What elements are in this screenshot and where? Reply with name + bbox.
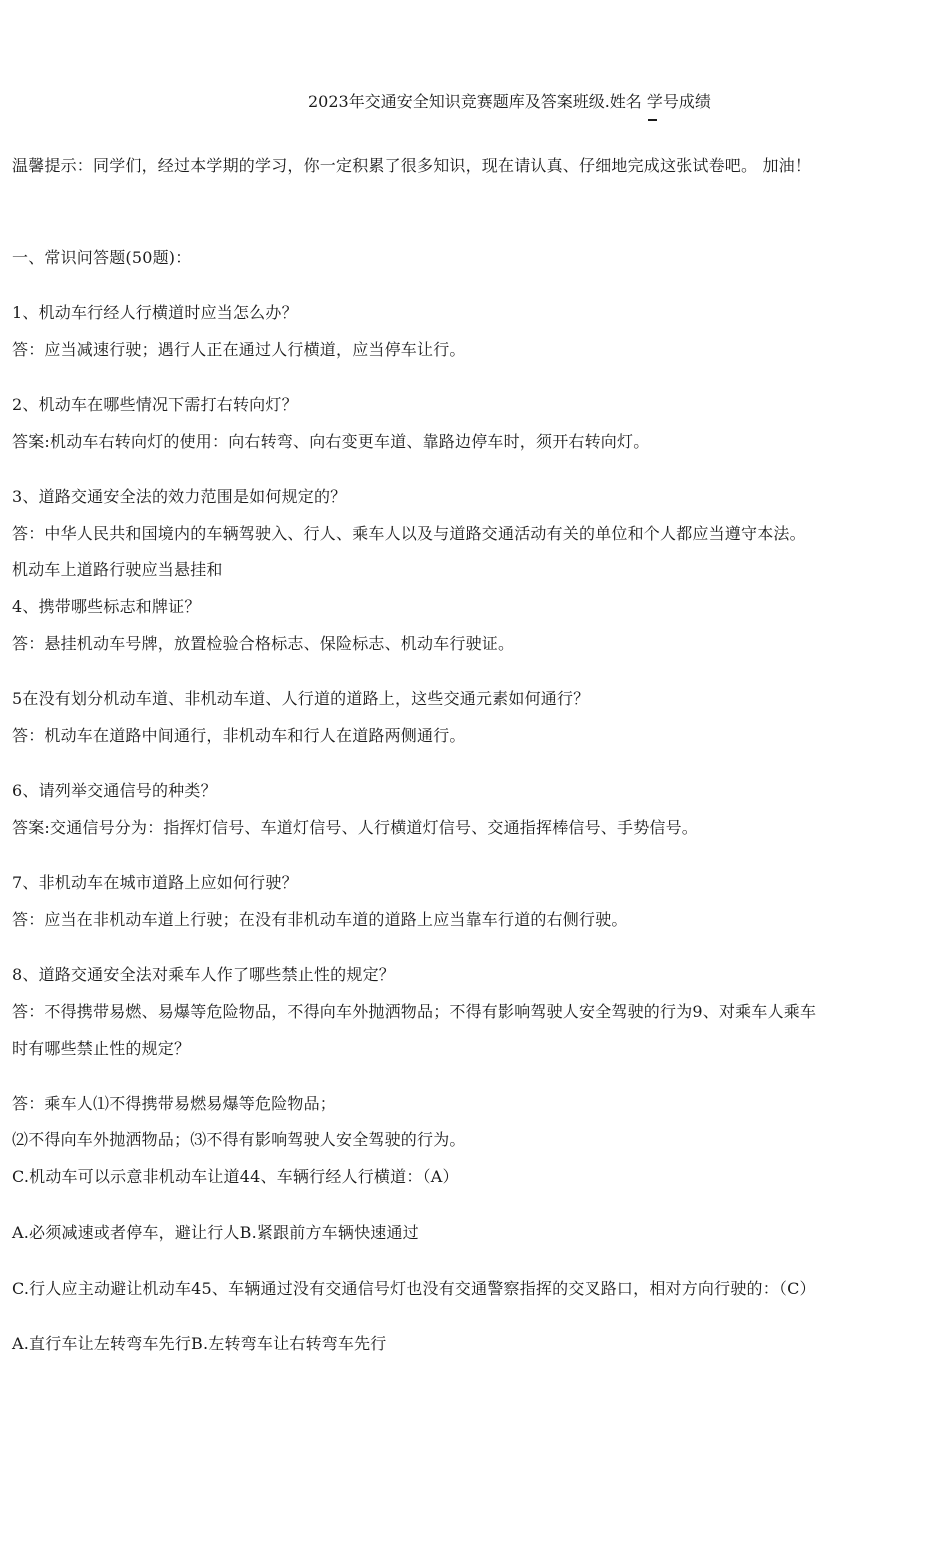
answer-9-line-1: 答：乘车人⑴不得携带易燃易爆等危险物品； [12, 1094, 337, 1113]
section-heading: 一、常识问答题(50题)： [12, 248, 192, 267]
question-7: 7、非机动车在城市道路上应如何行驶？ [12, 873, 298, 892]
answer-5: 答：机动车在道路中间通行，非机动车和行人在道路两侧通行。 [12, 726, 466, 745]
question-1: 1、机动车行经人行横道时应当怎么办？ [12, 303, 298, 322]
answer-8: 答：不得携带易燃、易爆等危险物品，不得向车外抛洒物品；不得有影响驾驶人安全驾驶的行为9、对乘车人乘车 [12, 1002, 817, 1021]
question-4: 4、携带哪些标志和牌证？ [12, 597, 201, 616]
option-line-45-ab: A.直行车让左转弯车先行B.左转弯车让右转弯车先行 [12, 1334, 387, 1353]
tip-text: 温馨提示：同学们，经过本学期的学习，你一定积累了很多知识，现在请认真、仔细地完成这张试卷吧。 加油！ [12, 156, 812, 175]
question-2: 2、机动车在哪些情况下需打右转向灯？ [12, 395, 298, 414]
answer-2: 答案:机动车右转向灯的使用：向右转弯、向右变更车道、靠路边停车时，须开右转向灯。 [12, 432, 650, 451]
question-6: 6、请列举交通信号的种类？ [12, 781, 217, 800]
option-line-45: C.行人应主动避让机动车45、车辆通过没有交通信号灯也没有交通警察指挥的交叉路口，相对方向行驶的：（C） [12, 1279, 816, 1298]
answer-4: 答：悬挂机动车号牌，放置检验合格标志、保险标志、机动车行驶证。 [12, 634, 515, 653]
document-title: 2023年交通安全知识竞赛题库及答案班级.姓名 学号成绩 [308, 92, 711, 111]
question-9-cont: 时有哪些禁止性的规定？ [12, 1039, 191, 1058]
answer-3: 答：中华人民共和国境内的车辆驾驶入、行人、乘车人以及与道路交通活动有关的单位和个人都应当遵守本法。 [12, 524, 806, 543]
answer-1: 答：应当减速行驶；遇行人正在通过人行横道，应当停车让行。 [12, 340, 466, 359]
question-4-prefix: 机动车上道路行驶应当悬挂和 [12, 560, 223, 579]
question-3: 3、道路交通安全法的效力范围是如何规定的？ [12, 487, 347, 506]
answer-7: 答：应当在非机动车道上行驶；在没有非机动车道的道路上应当靠车行道的右侧行驶。 [12, 910, 628, 929]
option-line-44: C.机动车可以示意非机动车让道44、车辆行经人行横道：（A） [12, 1167, 459, 1186]
answer-9-line-2: ⑵不得向车外抛洒物品；⑶不得有影响驾驶人安全驾驶的行为。 [12, 1130, 466, 1149]
option-line-44-ab: A.必须减速或者停车，避让行人B.紧跟前方车辆快速通过 [12, 1223, 419, 1242]
question-8: 8、道路交通安全法对乘车人作了哪些禁止性的规定？ [12, 965, 395, 984]
answer-6: 答案:交通信号分为：指挥灯信号、车道灯信号、人行横道灯信号、交通指挥棒信号、手势信号。 [12, 818, 698, 837]
underline-mark [648, 119, 657, 121]
question-5: 5在没有划分机动车道、非机动车道、人行道的道路上，这些交通元素如何通行？ [12, 689, 590, 708]
